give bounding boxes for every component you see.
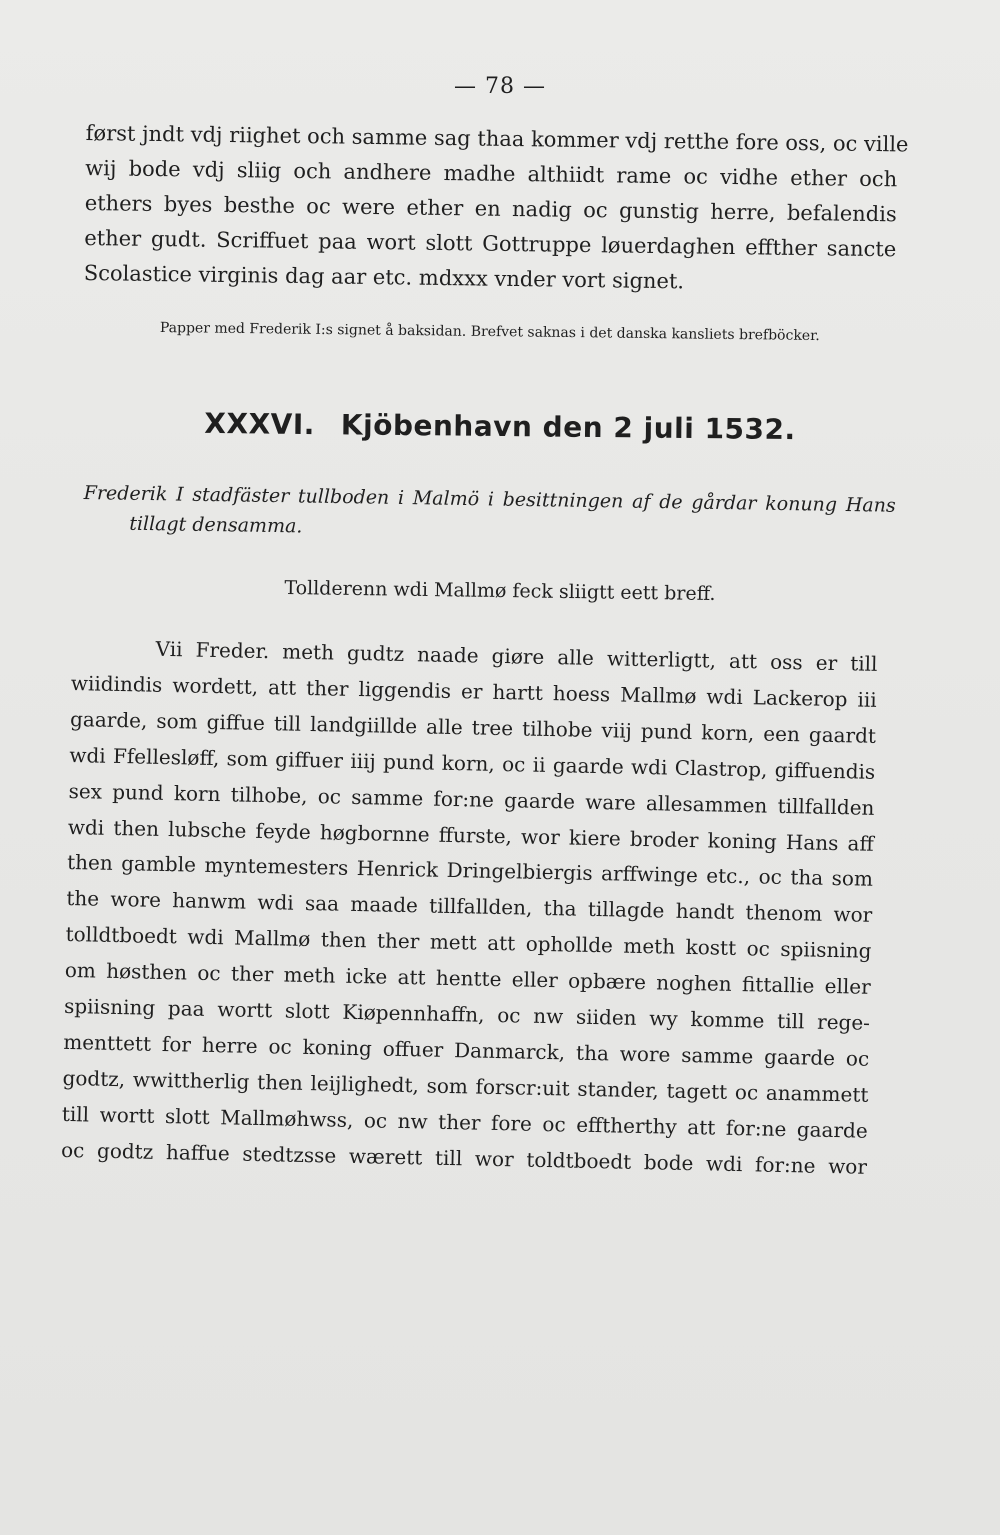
text-line: gaarde, som giffue till landgiillde alle tree tilhobe viij pund korn, een gaardt	[69, 706, 877, 748]
summary-line: Frederik I stadfäster tullboden i Malmö i besittningen af de gårdar konung Hans	[83, 481, 896, 517]
text-line: the wore hanwm wdi saa maade tillfallden, tha tillagde handt thenom wor	[66, 886, 873, 928]
text-line: Scolastice virginis dag aar etc. mdxxx vnder vort signet.	[83, 260, 685, 294]
text-line: Vii Freder. meth gudtz naade giøre alle witterligtt, att oss er till	[155, 636, 878, 676]
text-line: wij bode vdj sliig och andhere madhe althiidt rame oc vidhe ether och	[85, 155, 898, 192]
text-line: om høsthen oc ther meth icke att hentte eller opbære noghen fittallie eller	[64, 958, 871, 999]
document-place-date: Kjöbenhavn den 2 juli 1532.	[340, 408, 796, 447]
document-number: XXXVI.	[204, 406, 316, 442]
letter-address: Tollderenn wdi Mallmø feck sliigtt eett breff.	[284, 576, 716, 606]
text-line: tolldtboedt wdi Mallmø then ther mett att ophollde meth kostt oc spiisning	[65, 922, 872, 964]
text-line: sex pund korn tilhobe, oc samme for:ne gaarde ware allesammen tillfallden	[68, 778, 875, 820]
summary-line: tillagt densamma.	[129, 512, 303, 538]
text-line: godtz, wwittherlig then leijlighedt, som forscr:uit stander, tagett oc anammett	[62, 1065, 869, 1107]
text-line: ether gudt. Scriffuet paa wort slott Gottruppe løuerdaghen effther sancte	[84, 225, 897, 262]
letter-body-text	[61, 630, 878, 1185]
text-line: menttett for herre oc koning offuer Danmarck, tha wore samme gaarde oc	[63, 1029, 870, 1071]
document-summary	[83, 478, 896, 551]
source-footnote: Papper med Frederik I:s signet å baksidan. Brefvet saknas i det danska kansliets brefböcker.	[159, 320, 820, 345]
text-line: wdi then lubsche feyde høgbornne ffurste, wor kiere broder koning Hans aff	[67, 814, 874, 856]
text-line: spiisning paa wortt slott Kiøpennhaffn, oc nw siiden wy komme till rege-	[63, 993, 871, 1035]
letter-end-text	[83, 116, 909, 302]
text-line: then gamble myntemesters Henrick Dringelbiergis arffwinge etc., oc tha som	[66, 850, 874, 892]
text-line: wdi Ffellesløff, som giffuer iiij pund korn, oc ii gaarde wdi Clastrop, giffuendis	[69, 742, 876, 784]
text-line: wiidindis wordett, att ther liggendis er hartt hoess Mallmø wdi Lackerop iii	[70, 670, 877, 712]
text-line: ethers byes besthe oc were ether en nadig oc gunstig herre, befalendis	[84, 190, 897, 227]
document-heading	[0, 405, 1000, 448]
page-number: — 78 —	[454, 74, 546, 99]
text-line: oc godtz haffue stedtzsse wærett till wor toldtboedt bode wdi for:ne wor	[60, 1137, 868, 1179]
text-line: till wortt slott Mallmøhwss, oc nw ther fore oc efftherthy att for:ne gaarde	[61, 1101, 868, 1143]
text-line: først jndt vdj riighet och samme sag thaa kommer vdj retthe fore oss, oc ville	[85, 120, 909, 157]
